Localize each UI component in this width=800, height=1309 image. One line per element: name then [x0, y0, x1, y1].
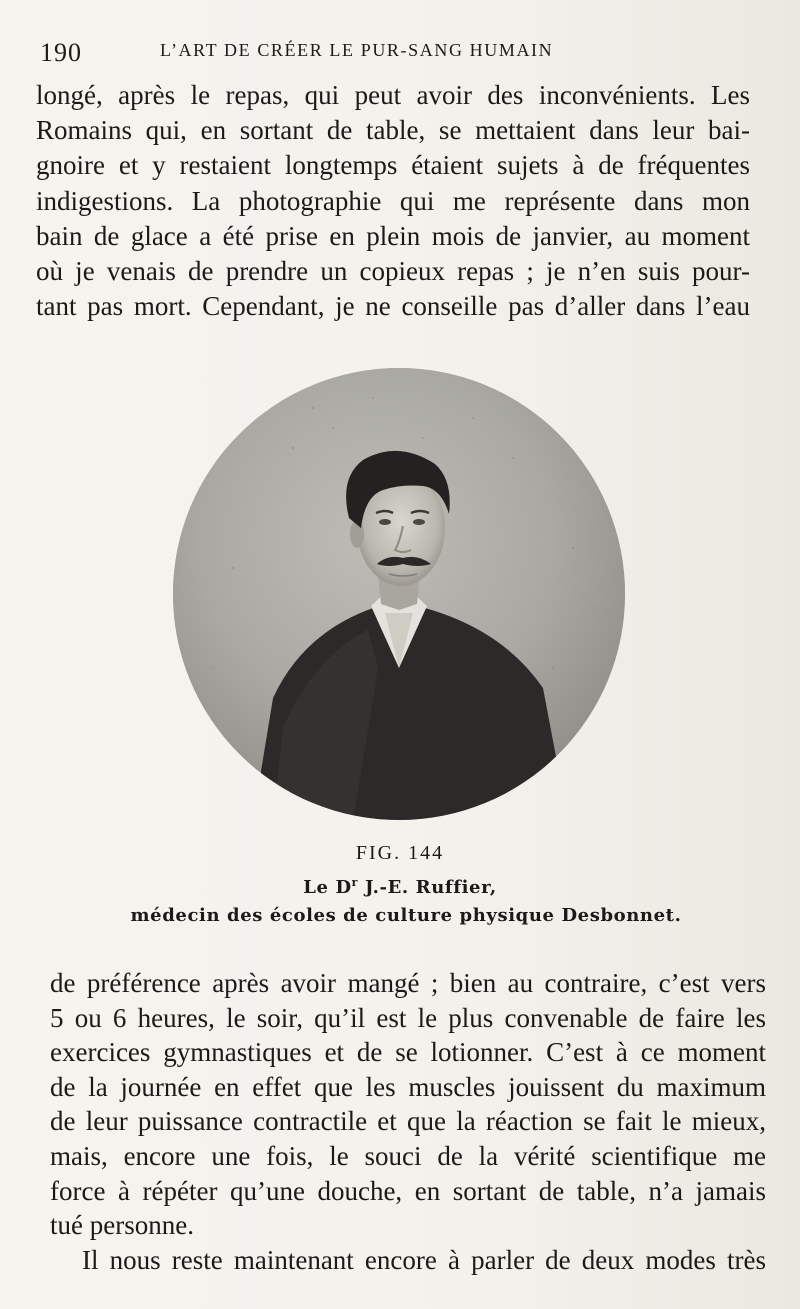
text-line: Romains qui, en sortant de table, se mettaient dans leur bai- [36, 115, 750, 146]
portrait-illustration [173, 368, 625, 820]
text-line: indigestions. La photographie qui me représente dans mon [36, 185, 750, 216]
text-line: de préférence après avoir mangé ; bien au contraire, c’est vers [50, 968, 766, 998]
caption-superscript: r [351, 876, 359, 889]
text-line: de la journée en effet que les muscles jouissent du maximum [50, 1071, 766, 1102]
text-line: tant pas mort. Cependant, je ne conseille pas d’aller dans l’eau [36, 291, 750, 322]
caption-name: J.-E. Ruffier, [358, 877, 497, 898]
text-line: où je venais de prendre un copieux repas ; je n’en suis pour- [36, 256, 750, 287]
text-line: bain de glace a été prise en plein mois de janvier, au moment [36, 220, 750, 251]
figure-caption-subtitle: médecin des écoles de culture physique Desbonnet. [130, 905, 682, 926]
text-line: force à répéter qu’une douche, en sortant de table, n’a jamais [50, 1175, 766, 1206]
text-line: gnoire et y restaient longtemps étaient sujets à de fréquentes [36, 150, 750, 181]
text-line: tué personne. [50, 1210, 194, 1241]
figure-label: FIG. 144 [355, 842, 445, 864]
paragraph-top [36, 78, 750, 324]
running-head: L’ART DE CRÉER LE PUR-SANG HUMAIN [160, 40, 554, 60]
text-line: de leur puissance contractile et que la réaction se fait le mieux, [50, 1106, 766, 1137]
paragraph-bottom [50, 966, 766, 1277]
caption-prefix: Le D [303, 877, 352, 898]
text-line: mais, encore une fois, le souci de la vérité scientifique me [50, 1140, 766, 1171]
page-number: 190 [40, 38, 82, 67]
portrait-photo [173, 368, 625, 820]
text-line: Il nous reste maintenant encore à parler de deux modes très [82, 1244, 766, 1275]
text-line: 5 ou 6 heures, le soir, qu’il est le plus convenable de faire les [50, 1002, 766, 1033]
text-line: exercices gymnastiques et de se lotionner. C’est à ce moment [50, 1037, 766, 1068]
text-line: longé, après le repas, qui peut avoir des inconvénients. Les [36, 80, 750, 110]
page-header [40, 34, 780, 68]
figure-caption-title [0, 876, 800, 898]
